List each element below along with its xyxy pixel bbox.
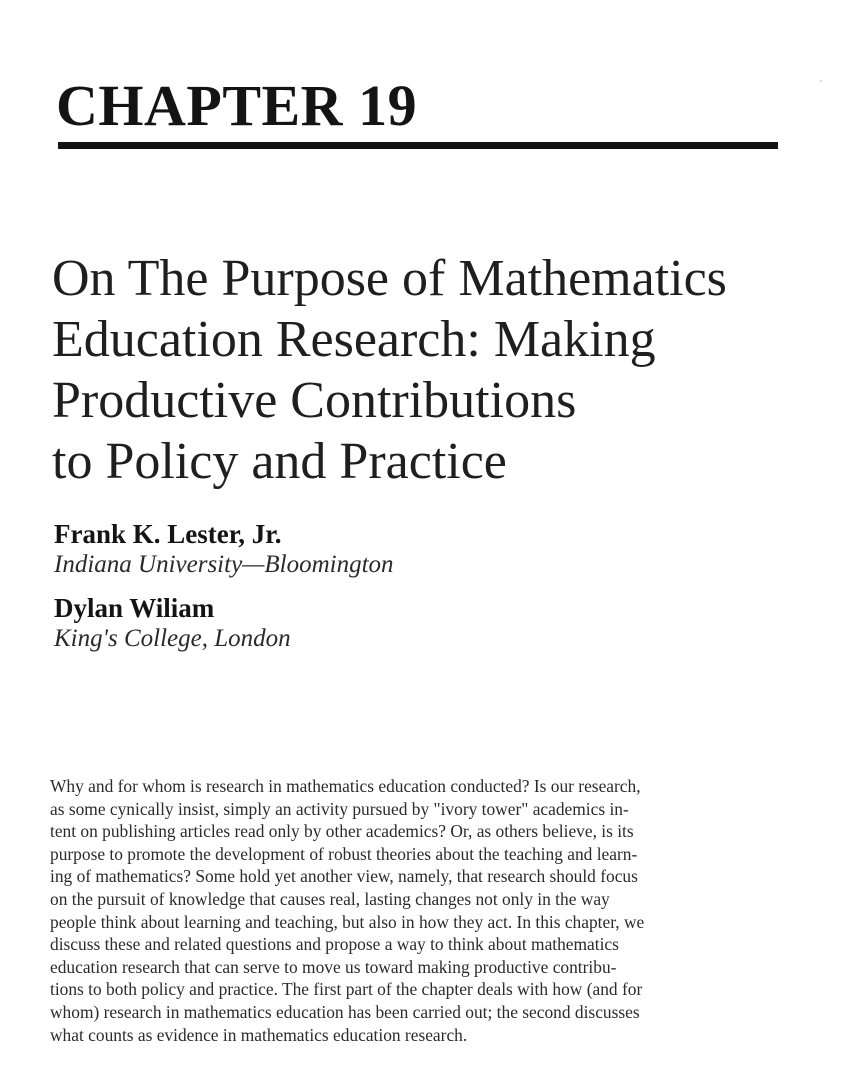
author-name: Dylan Wiliam <box>54 593 215 623</box>
chapter-title <box>52 248 812 492</box>
chapter-number: CHAPTER 19 <box>56 73 418 138</box>
abstract-line: tions to both policy and practice. The first part of the chapter deals with how (and for <box>50 979 643 1000</box>
abstract-line: Why and for whom is research in mathematics education conducted? Is our research, <box>50 776 641 796</box>
author-block-lester <box>54 518 754 580</box>
abstract-line: purpose to promote the development of robust theories about the teaching and learn- <box>50 843 638 864</box>
chapter-title-line: to Policy and Practice <box>52 433 507 490</box>
chapter-abstract <box>50 775 810 1046</box>
abstract-line: discuss these and related questions and propose a way to think about mathematics <box>50 934 619 955</box>
abstract-line: on the pursuit of knowledge that causes real, lasting changes not only in the way <box>50 888 610 909</box>
author-block-wiliam <box>54 592 754 654</box>
abstract-line: as some cynically insist, simply an activity pursued by "ivory tower" academics in- <box>50 798 629 819</box>
scan-speck <box>820 80 822 82</box>
author-affiliation: Indiana University—Bloomington <box>54 551 394 578</box>
author-affiliation: King's College, London <box>54 625 291 652</box>
chapter-title-line: On The Purpose of Mathematics <box>52 250 727 307</box>
abstract-line: education research that can serve to move us toward making productive contribu- <box>50 956 617 977</box>
chapter-title-line: Education Research: Making <box>52 311 656 368</box>
abstract-line: whom) research in mathematics education has been carried out; the second discusses <box>50 1001 640 1022</box>
author-name: Frank K. Lester, Jr. <box>54 519 282 549</box>
chapter-rule <box>58 142 778 149</box>
abstract-line: people think about learning and teaching, but also in how they act. In this chapter, we <box>50 911 645 932</box>
abstract-line: tent on publishing articles read only by other academics? Or, as others believe, is its <box>50 821 634 842</box>
abstract-line: what counts as evidence in mathematics education research. <box>50 1024 468 1045</box>
chapter-title-line: Productive Contributions <box>52 372 577 429</box>
abstract-line: ing of mathematics? Some hold yet another view, namely, that research should focus <box>50 866 638 887</box>
